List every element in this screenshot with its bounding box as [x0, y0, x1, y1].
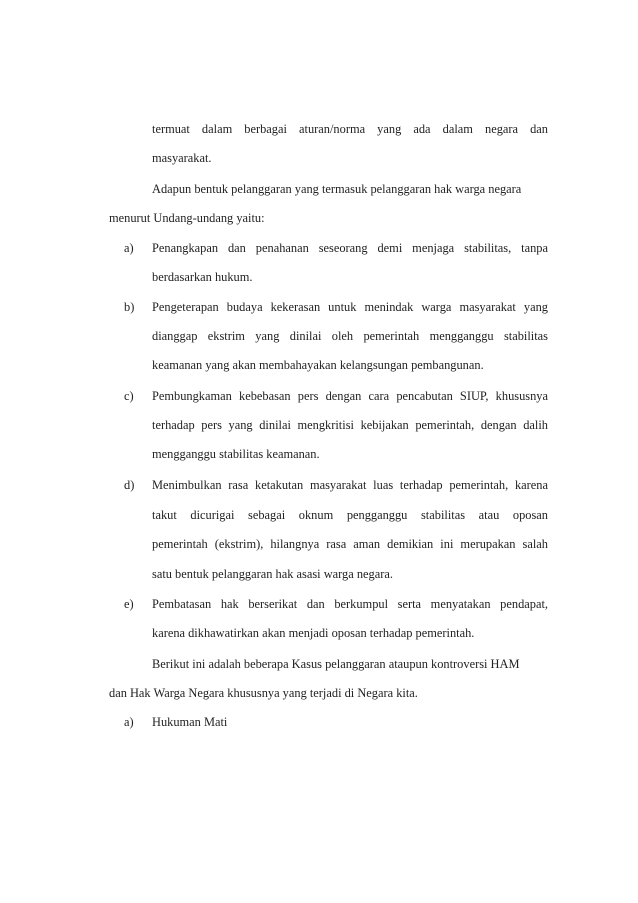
intro-line-2: masyarakat. — [152, 151, 212, 165]
list-item-b-line-2: dianggap ekstrim yang dinilai oleh pemerintah mengganggu stabilitas — [152, 329, 548, 343]
list-item-c-line-2: terhadap pers yang dinilai mengkritisi kebijakan pemerintah, dengan dalih — [152, 418, 548, 432]
paragraph2-line-2: dan Hak Warga Negara khususnya yang terjadi di Negara kita. — [109, 686, 418, 700]
intro-line-1: termuat dalam berbagai aturan/norma yang ada dalam negara dan — [152, 122, 548, 136]
list-item-d-line-4: satu bentuk pelanggaran hak asasi warga negara. — [152, 567, 393, 581]
list2-marker-a: a) — [124, 715, 134, 729]
list-item-d-line-1: Menimbulkan rasa ketakutan masyarakat luas terhadap pemerintah, karena — [152, 478, 548, 492]
list-item-e-line-1: Pembatasan hak berserikat dan berkumpul serta menyatakan pendapat, — [152, 597, 548, 611]
list-item-e-line-2: karena dikhawatirkan akan menjadi oposan terhadap pemerintah. — [152, 626, 475, 640]
list-item-b-line-3: keamanan yang akan membahayakan kelangsungan pembangunan. — [152, 358, 484, 372]
list-item-c-line-1: Pembungkaman kebebasan pers dengan cara pencabutan SIUP, khususnya — [152, 389, 548, 403]
list-item-a-line-1: Penangkapan dan penahanan seseorang demi menjaga stabilitas, tanpa — [152, 241, 548, 255]
paragraph1-line-2: menurut Undang-undang yaitu: — [109, 211, 265, 225]
list-marker-b: b) — [124, 300, 135, 314]
paragraph1-line-1: Adapun bentuk pelanggaran yang termasuk pelanggaran hak warga negara — [152, 182, 522, 196]
list-marker-c: c) — [124, 389, 134, 403]
list-item-c-line-3: mengganggu stabilitas keamanan. — [152, 447, 320, 461]
list-item-a-line-2: berdasarkan hukum. — [152, 270, 253, 284]
list-marker-d: d) — [124, 478, 135, 492]
paragraph2-line-1: Berikut ini adalah beberapa Kasus pelanggaran ataupun kontroversi HAM — [152, 657, 520, 671]
list2-item-a-line-1: Hukuman Mati — [152, 715, 228, 729]
list-marker-e: e) — [124, 597, 134, 611]
list-marker-a: a) — [124, 241, 134, 255]
list-item-b-line-1: Pengeterapan budaya kekerasan untuk menindak warga masyarakat yang — [152, 300, 548, 314]
list-item-d-line-2: takut dicurigai sebagai oknum pengganggu stabilitas atau oposan — [152, 508, 548, 522]
list-item-d-line-3: pemerintah (ekstrim), hilangnya rasa aman demikian ini merupakan salah — [152, 537, 548, 551]
